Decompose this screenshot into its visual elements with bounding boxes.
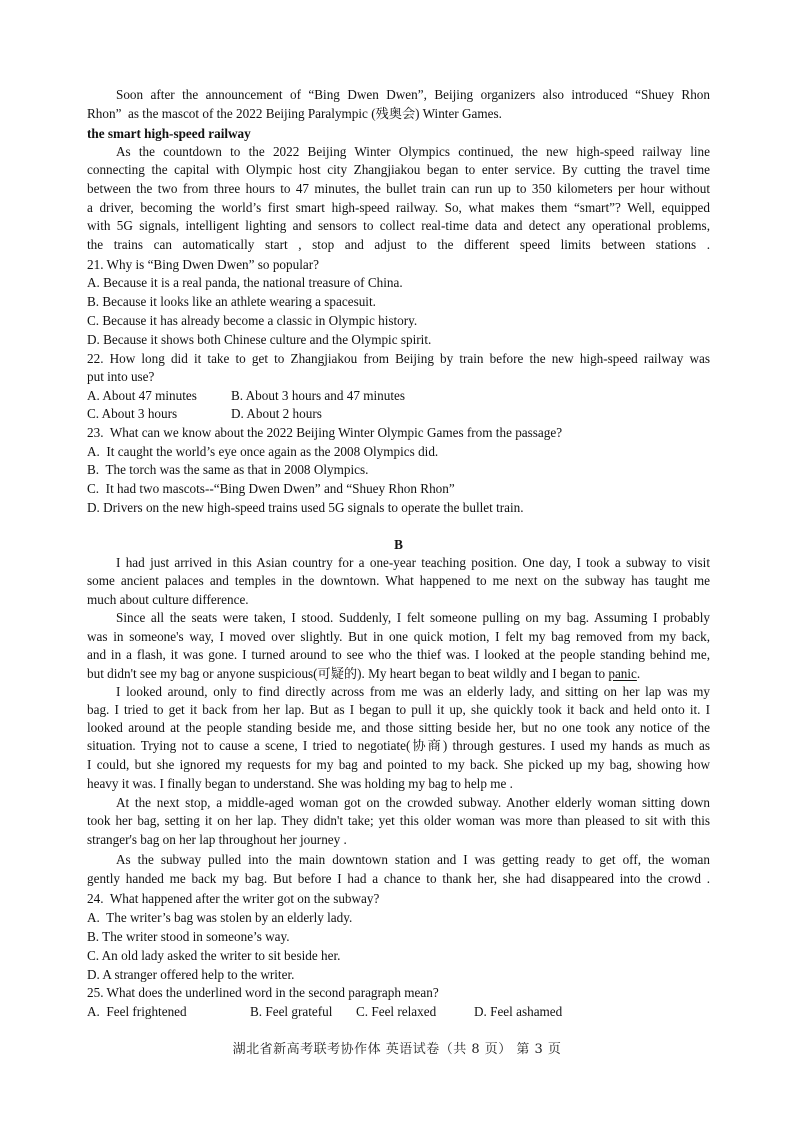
passage-line: between the two from three hours to 47 minutes, the bullet train can run up to 350 kilometers per hour without [87, 181, 710, 196]
question-text: 24. What happened after the writer got on the subway? [87, 891, 380, 906]
question-text: 25. What does the underlined word in the second paragraph mean? [87, 985, 439, 1000]
page-footer: 湖北省新高考联考协作体 英语试卷（共 8 页） 第 3 页 [232, 1042, 562, 1057]
passage-line: was in someone's way, I moved over slightly. But in one quick motion, I felt my bag removed from my back, [87, 629, 710, 644]
passage-line: took her bag, setting it on her lap. They didn't take; yet this older woman was more than pleased to sit with this [87, 813, 710, 828]
section-heading: B [394, 537, 403, 552]
answer-option: B. Feel grateful [250, 1004, 333, 1019]
question-text: 22. How long did it take to get to Zhangjiakou from Beijing by train before the new high-speed railway was [87, 351, 710, 366]
answer-option: D. A stranger offered help to the writer. [87, 967, 295, 982]
passage-line: the trains can automatically start , stop and adjust to the different speed limits between stations . [87, 237, 710, 252]
answer-option: A. Feel frightened [87, 1004, 187, 1019]
passage-line: connecting the capital with Olympic host city Zhangjiakou began to enter service. By cutting the travel time [87, 162, 710, 177]
passage-line: with 5G signals, intelligent lighting and sensors to collect real-time data and detect any operational problems, [87, 218, 710, 233]
answer-option: A. About 47 minutes [87, 388, 197, 403]
answer-option: C. It had two mascots--“Bing Dwen Dwen” and “Shuey Rhon Rhon” [87, 481, 455, 496]
answer-option: C. An old lady asked the writer to sit beside her. [87, 948, 341, 963]
passage-line: Since all the seats were taken, I stood. Suddenly, I felt someone pulling on my bag. Assuming I probably [116, 610, 710, 625]
passage-line: Soon after the announcement of “Bing Dwen Dwen”, Beijing organizers also introduced “Shuey Rhon [116, 87, 710, 102]
section-heading: the smart high-speed railway [87, 126, 251, 141]
passage-line: As the subway pulled into the main downtown station and I was getting ready to get off, the woman [116, 852, 710, 867]
question-text: put into use? [87, 369, 155, 384]
passage-text: . [636, 666, 641, 681]
passage-line: some ancient palaces and temples in the downtown. What happened to me next on the subway has taught me [87, 573, 710, 588]
answer-option: A. Because it is a real panda, the national treasure of China. [87, 275, 403, 290]
answer-option: A. The writer’s bag was stolen by an elderly lady. [87, 910, 353, 925]
answer-option: D. Drivers on the new high-speed trains used 5G signals to operate the bullet train. [87, 500, 524, 515]
underlined-word: panic [608, 666, 637, 681]
passage-line: heavy it was. I finally began to understand. She was holding my bag to help me . [87, 776, 513, 791]
passage-line: At the next stop, a middle-aged woman got on the crowded subway. Another elderly woman sitting down [116, 795, 710, 810]
passage-line: looked around at the people standing beside me, and those sitting beside her, but no one took any notice of the [87, 720, 710, 735]
answer-option: D. Feel ashamed [474, 1004, 563, 1019]
question-text: 21. Why is “Bing Dwen Dwen” so popular? [87, 257, 319, 272]
passage-line: gently handed me back my bag. But before I had a chance to thank her, she had disappeared into the crowd . [87, 871, 710, 886]
passage-text: but didn't see my bag or anyone suspicious(可疑的). My heart began to beat wildly and I began to [87, 666, 609, 681]
passage-line: Rhon” as the mascot of the 2022 Beijing Paralympic (残奥会) Winter Games. [87, 106, 502, 121]
passage-line: and in a flash, it was gone. I turned around to see who the thief was. I looked at the people standing behind me, [87, 647, 710, 662]
passage-line: I looked around, only to find directly across from me was an elderly lady, and sitting on her lap was my [116, 684, 710, 699]
answer-option: B. Because it looks like an athlete wearing a spacesuit. [87, 294, 376, 309]
passage-line: I had just arrived in this Asian country for a one-year teaching position. One day, I took a subway to visit [116, 555, 710, 570]
passage-line: bag. I tried to get it back from her lap. But as I began to pull it up, she quickly took it back and held onto it. I [87, 702, 710, 717]
passage-line: situation. Trying not to cause a scene, I tried to negotiate(协商) through gestures. I used my hands as much as [87, 738, 710, 753]
answer-option: D. Because it shows both Chinese culture and the Olympic spirit. [87, 332, 432, 347]
passage-line: a driver, becoming the world’s first smart high-speed railway. So, what makes them “smart”? Well, equipped [87, 200, 710, 215]
passage-line: As the countdown to the 2022 Beijing Winter Olympics continued, the new high-speed railway line [116, 144, 710, 159]
answer-option: C. About 3 hours [87, 406, 178, 421]
answer-option: C. Feel relaxed [356, 1004, 437, 1019]
answer-option: B. The writer stood in someone’s way. [87, 929, 290, 944]
answer-option: B. The torch was the same as that in 2008 Olympics. [87, 462, 369, 477]
answer-option: C. Because it has already become a classic in Olympic history. [87, 313, 418, 328]
question-text: 23. What can we know about the 2022 Beijing Winter Olympic Games from the passage? [87, 425, 563, 440]
answer-option: D. About 2 hours [231, 406, 322, 421]
passage-line: I could, but she ignored my requests for my bag and pointed to my back. She picked up my bag, showing how [87, 757, 710, 772]
answer-option: B. About 3 hours and 47 minutes [231, 388, 405, 403]
passage-line [87, 665, 710, 683]
passage-line: stranger's bag on her lap throughout her journey . [87, 832, 347, 847]
answer-option: A. It caught the world’s eye once again as the 2008 Olympics did. [87, 444, 439, 459]
passage-line: much about culture difference. [87, 592, 249, 607]
